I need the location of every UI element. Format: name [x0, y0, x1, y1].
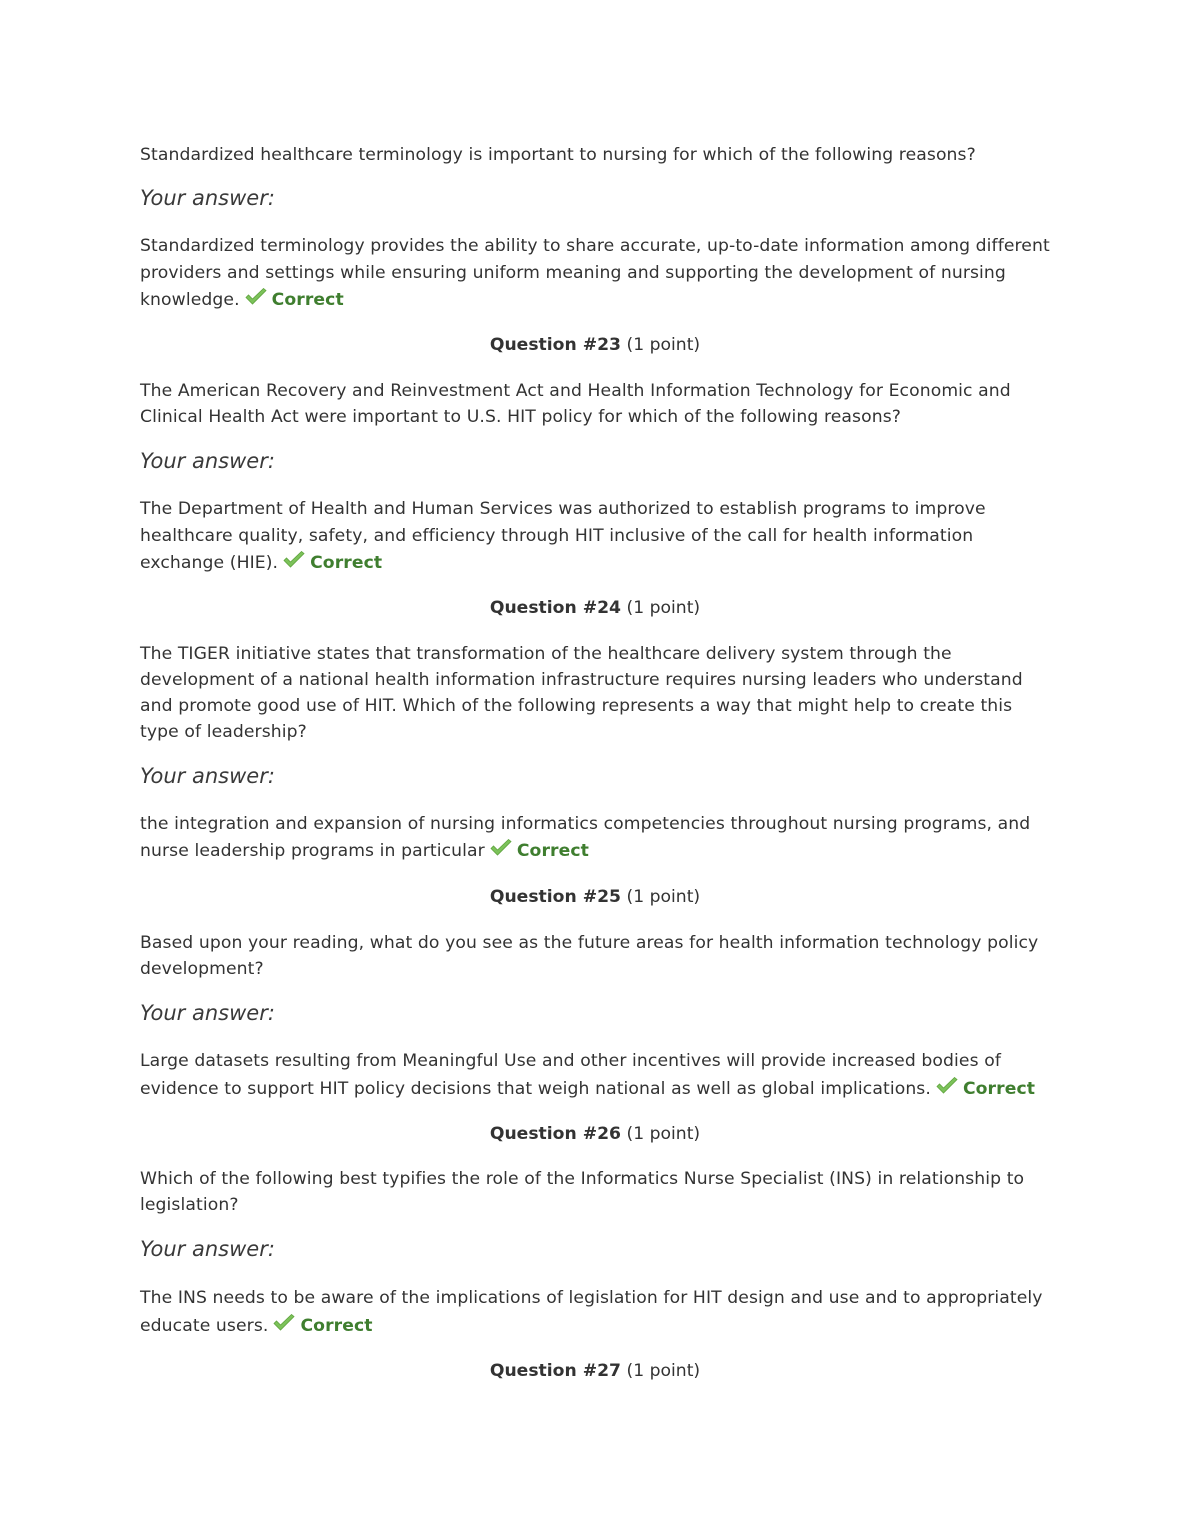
- answer-text: [140, 1047, 1050, 1104]
- question-number: Question #25: [489, 887, 622, 907]
- check-mark-icon: [272, 1313, 296, 1341]
- question-points: (1 point): [626, 887, 701, 907]
- question-number: Question #26: [489, 1124, 622, 1144]
- check-mark-icon: [489, 839, 513, 866]
- answer-text: [140, 1284, 1050, 1341]
- your-answer-label: Your answer:: [140, 449, 275, 473]
- answer-value: Standardized terminology provides the ability to share accurate, up-to-date information among different providers and settings while ensuring uniform meaning and supporting the development of nursing knowledge.: [140, 236, 1050, 310]
- question-points: (1 point): [626, 1124, 701, 1144]
- answer-text: [140, 233, 1050, 315]
- question-points: (1 point): [626, 335, 701, 355]
- answer-value: The INS needs to be aware of the implications of legislation for HIT design and use and to appropriately educate users.: [140, 1288, 1043, 1336]
- question-header: [140, 1358, 1050, 1384]
- check-mark-icon: [282, 551, 306, 578]
- answer-value: The Department of Health and Human Services was authorized to establish programs to improve healthcare quality, safety, and efficiency through HIT inclusive of the call for health information exchange (HIE).: [140, 499, 986, 573]
- question-number: Question #27: [489, 1361, 622, 1381]
- answer-value: Large datasets resulting from Meaningful Use and other incentives will provide increased bodies of evidence to support HIT policy decisions that weigh national as well as global implications.: [140, 1051, 1001, 1099]
- your-answer-label: Your answer:: [140, 1001, 275, 1025]
- question-points: (1 point): [626, 1361, 701, 1381]
- check-mark-icon: [935, 1076, 959, 1104]
- your-answer-label: Your answer:: [140, 186, 275, 210]
- correct-label: Correct: [271, 290, 344, 310]
- your-answer-label: Your answer:: [140, 764, 275, 788]
- question-text: The American Recovery and Reinvestment Act and Health Information Technology for Economic and Clinical Health Act were important to U.S. HIT policy for which of the following reasons?: [140, 381, 1011, 427]
- question-number: Question #23: [489, 335, 622, 355]
- correct-label: Correct: [310, 553, 383, 573]
- question-header: [140, 595, 1050, 621]
- check-mark-icon: [244, 288, 268, 315]
- correct-label: Correct: [962, 1079, 1036, 1099]
- question-header: [140, 332, 1050, 358]
- correct-label: Correct: [300, 1316, 373, 1336]
- your-answer-label: Your answer:: [140, 1237, 275, 1261]
- question-text: Standardized healthcare terminology is important to nursing for which of the following reasons?: [140, 145, 976, 165]
- question-text: Which of the following best typifies the role of the Informatics Nurse Specialist (INS) in relationship to legislation?: [140, 1169, 1025, 1215]
- question-points: (1 point): [626, 598, 701, 618]
- question-header: [140, 1121, 1050, 1147]
- answer-text: [140, 811, 1050, 866]
- question-text: Based upon your reading, what do you see as the future areas for health information technology policy development?: [140, 933, 1039, 979]
- correct-label: Correct: [516, 841, 589, 861]
- answer-text: [140, 496, 1050, 578]
- question-text: The TIGER initiative states that transformation of the healthcare delivery system through the development of a national health information infrastructure requires nursing leaders who understand and promote good use of HIT. Which of the following represents a way that might help to create this type of leadership?: [140, 644, 1023, 742]
- question-header: [140, 884, 1050, 910]
- answer-value: the integration and expansion of nursing informatics competencies throughout nursing programs, and nurse leadership programs in particular: [140, 814, 1031, 861]
- question-number: Question #24: [489, 598, 622, 618]
